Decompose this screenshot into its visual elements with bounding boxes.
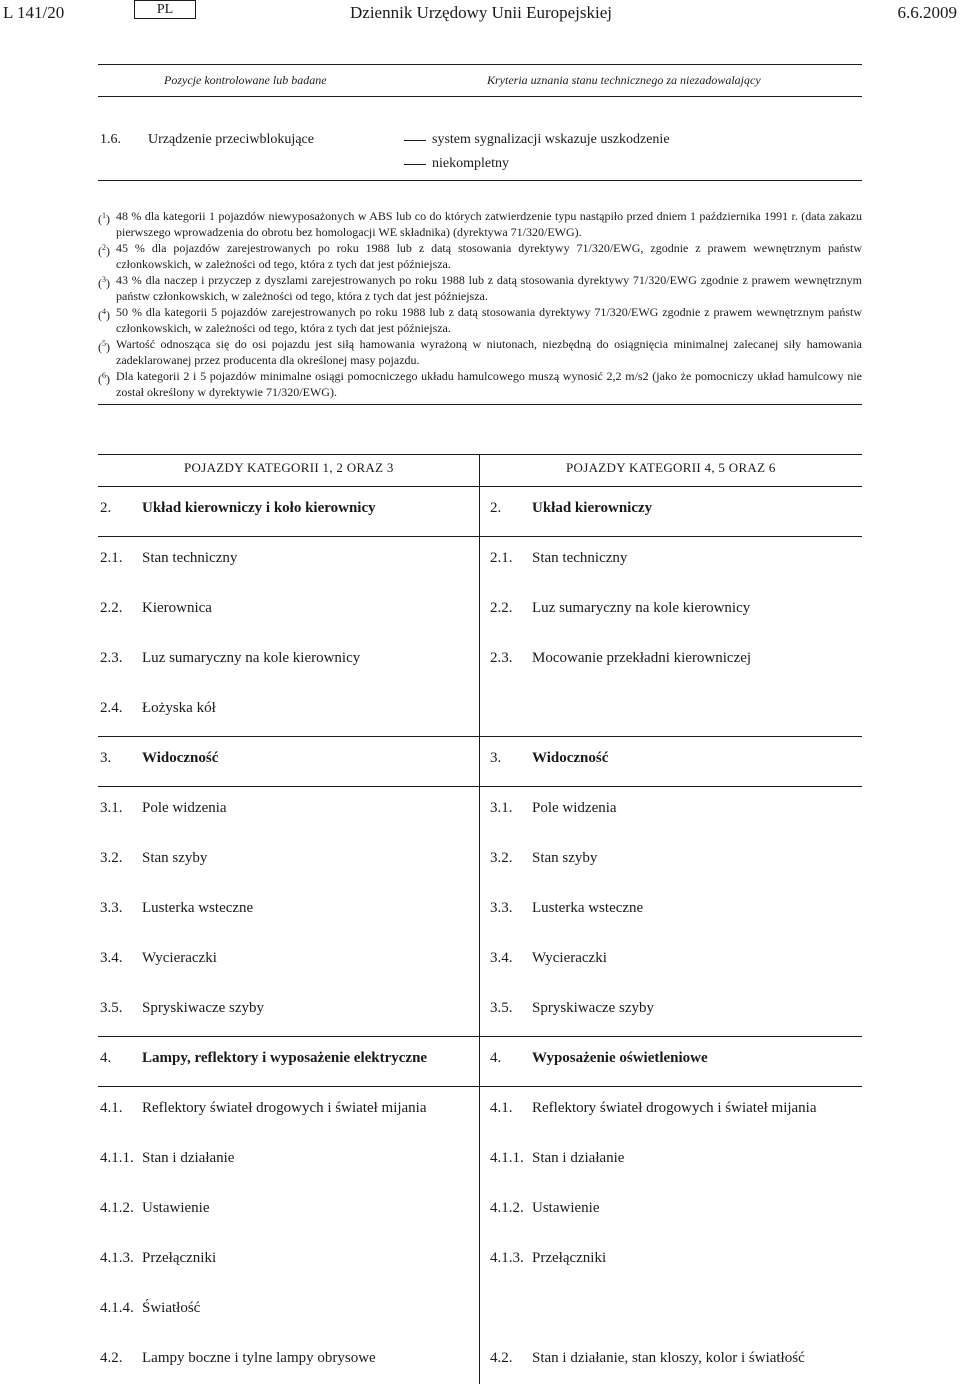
row-label: Stan szyby bbox=[532, 850, 598, 866]
footnotes-bottom-rule bbox=[98, 404, 862, 405]
row-label: Stan i działanie bbox=[532, 1150, 625, 1166]
row-label: Widoczność bbox=[532, 750, 609, 766]
row-number: 3.4. bbox=[490, 950, 513, 966]
row-label: Ustawienie bbox=[142, 1200, 210, 1216]
right-table-row bbox=[490, 950, 607, 967]
row-label: Kierownica bbox=[142, 600, 212, 616]
row-number: 2.3. bbox=[490, 650, 513, 666]
row-number: 4.1. bbox=[490, 1100, 513, 1116]
criterion-item: niekompletny bbox=[432, 156, 509, 171]
footnote: ($^5$) Wartość odnosząca się do osi pojazdu jest siłą hamowania wyrażoną w niutonach, niezbędną do osiągnięcia minimalnej zalecanej siły hamowania zadeklarowanej przez producenta dla określonej masy pojazdu. bbox=[98, 337, 862, 367]
row-label: Stan techniczny bbox=[532, 550, 628, 566]
row-number: 3. bbox=[100, 750, 112, 766]
journal-title: Dziennik Urzędowy Unii Europejskiej bbox=[350, 3, 613, 22]
row-number: 4.1.2. bbox=[100, 1200, 134, 1216]
right-table-row bbox=[490, 650, 751, 667]
header-rule bbox=[98, 96, 862, 97]
row-number: 2.1. bbox=[100, 550, 123, 566]
column-divider bbox=[479, 454, 480, 1384]
row-number: 3.1. bbox=[490, 800, 513, 816]
row-label: Pole widzenia bbox=[532, 800, 617, 816]
row-label: Reflektory świateł drogowych i świateł mijania bbox=[532, 1100, 817, 1116]
row-label: Reflektory świateł drogowych i świateł mijania bbox=[142, 1100, 427, 1116]
row-number: 4.1.1. bbox=[100, 1150, 134, 1166]
row-label: Spryskiwacze szyby bbox=[532, 1000, 655, 1016]
row-label: Przełączniki bbox=[142, 1250, 217, 1266]
row-label: Ustawienie bbox=[532, 1200, 600, 1216]
right-table-row bbox=[490, 750, 608, 767]
left-table-row bbox=[100, 1300, 200, 1317]
row-number: 4.1.2. bbox=[490, 1200, 524, 1216]
row-number: 3.3. bbox=[490, 900, 513, 916]
left-table-row bbox=[100, 500, 376, 517]
right-table-row bbox=[490, 1350, 805, 1367]
row-number: 3.5. bbox=[100, 1000, 123, 1016]
right-table-row bbox=[490, 550, 627, 567]
left-table-row bbox=[100, 1150, 234, 1167]
row-label: Lusterka wsteczne bbox=[532, 900, 644, 916]
row-number: 4.1.4. bbox=[100, 1300, 134, 1316]
row-number: 4. bbox=[490, 1050, 502, 1066]
row-separator bbox=[98, 1036, 862, 1037]
row-label: Stan i działanie bbox=[142, 1150, 235, 1166]
row-label: Łożyska kół bbox=[142, 700, 216, 716]
left-table-row bbox=[100, 650, 360, 667]
row-label: Lampy boczne i tylne lampy obrysowe bbox=[142, 1350, 376, 1366]
row-number: 3.1. bbox=[100, 800, 123, 816]
right-table-row bbox=[490, 1200, 599, 1217]
table-top-rule bbox=[98, 64, 862, 65]
table-bottom-rule bbox=[98, 180, 862, 181]
language-badge: PL bbox=[134, 0, 196, 19]
row-number: 4.1.1. bbox=[490, 1150, 524, 1166]
row-number: 3.5. bbox=[490, 1000, 513, 1016]
right-table-row bbox=[490, 1250, 606, 1267]
left-column-header: POJAZDY KATEGORII 1, 2 ORAZ 3 bbox=[184, 460, 394, 475]
row-number: 4. bbox=[100, 1050, 112, 1066]
row-number: 4.1.3. bbox=[100, 1250, 134, 1266]
row-label: Wyposażenie oświetleniowe bbox=[532, 1050, 708, 1066]
row-label: Stan techniczny bbox=[142, 550, 238, 566]
row-label: Układ kierowniczy bbox=[532, 500, 653, 516]
left-table-row bbox=[100, 1200, 209, 1217]
row-number: 2.2. bbox=[100, 600, 123, 616]
right-table-row bbox=[490, 1150, 624, 1167]
footnote: ($^2$) 45 % dla pojazdów zarejestrowanych po roku 1988 lub z datą stosowania dyrektywy 71/320/EWG, zgodnie z prawem wewnętrznym państw członkowskich, w zależności od tego, która z tych dat jest późniejsza. bbox=[98, 241, 862, 271]
row-label: Lusterka wsteczne bbox=[142, 900, 254, 916]
row-label: Światłość bbox=[142, 1300, 201, 1316]
row-label: Stan i działanie, stan kloszy, kolor i światłość bbox=[532, 1350, 805, 1366]
row-number: 4.2. bbox=[100, 1350, 123, 1366]
footnote: ($^3$) 43 % dla naczep i przyczep z dyszlami zarejestrowanych po roku 1988 lub z datą stosowania dyrektywy 71/320/EWG zgodnie z prawem wewnętrznym państw członkowskich, w zależności od tego, która z tych dat jest późniejsza. bbox=[98, 273, 862, 303]
row-label: Luz sumaryczny na kole kierownicy bbox=[142, 650, 361, 666]
footnote: ($^1$) 48 % dla kategorii 1 pojazdów niewyposażonych w ABS lub co do których zatwierdzenie typu nastąpiło przed dniem 1 października 1991 r. (data zakazu pierwszego wprowadzenia do obrotu bez homologacji WE składnika) (dyrektywa 71/320/EWG). bbox=[98, 209, 862, 239]
row-number: 2.2. bbox=[490, 600, 513, 616]
left-table-row bbox=[100, 750, 218, 767]
right-column-header: POJAZDY KATEGORII 4, 5 ORAZ 6 bbox=[566, 460, 776, 475]
footnote: ($^6$) Dla kategorii 2 i 5 pojazdów minimalne osiągi pomocniczego układu hamulcowego muszą wynosić 2,2 m/s2 (jako że pomocniczy układ hamulcowy nie został określony w dyrektywie 71/320/EWG). bbox=[98, 369, 862, 399]
row-number: 2.3. bbox=[100, 650, 123, 666]
right-table-row bbox=[490, 700, 532, 717]
row-number: 4.1. bbox=[100, 1100, 123, 1116]
left-table-row bbox=[100, 900, 253, 917]
right-table-row bbox=[490, 850, 597, 867]
row-number: 3. bbox=[490, 750, 502, 766]
left-table-row bbox=[100, 550, 237, 567]
row-label: Przełączniki bbox=[532, 1250, 607, 1266]
publication-date: 6.6.2009 bbox=[897, 3, 957, 22]
right-table-row bbox=[490, 1300, 532, 1317]
item-label: Urządzenie przeciwblokujące bbox=[148, 132, 314, 147]
row-label: Wycieraczki bbox=[142, 950, 217, 966]
page-header bbox=[0, 0, 960, 28]
left-table-row bbox=[100, 1250, 216, 1267]
row-label: Stan szyby bbox=[142, 850, 208, 866]
row-number: 4.2. bbox=[490, 1350, 513, 1366]
row-label: Układ kierowniczy i koło kierownicy bbox=[142, 500, 376, 516]
right-table-row bbox=[490, 1050, 708, 1067]
row-number: 2. bbox=[490, 500, 502, 516]
dash-marker bbox=[404, 164, 426, 165]
row-number: 3.4. bbox=[100, 950, 123, 966]
left-table-row bbox=[100, 800, 227, 817]
right-table-row bbox=[490, 900, 643, 917]
row-label: Spryskiwacze szyby bbox=[142, 1000, 265, 1016]
left-table-row bbox=[100, 1050, 427, 1067]
criterion-item: system sygnalizacji wskazuje uszkodzenie bbox=[432, 132, 670, 147]
row-label: Mocowanie przekładni kierowniczej bbox=[532, 650, 752, 666]
row-label: Lampy, reflektory i wyposażenie elektryczne bbox=[142, 1050, 428, 1066]
column-header-criteria: Kryteria uznania stanu technicznego za niezadowalający bbox=[487, 73, 761, 87]
row-number: 3.2. bbox=[100, 850, 123, 866]
footnote: ($^4$) 50 % dla kategorii 5 pojazdów zarejestrowanych po roku 1988 lub z datą stosowania dyrektywy 71/320/EWG zgodnie z prawem wewnętrznym państw członkowskich, w zależności od tego, która z tych dat jest późniejsza. bbox=[98, 305, 862, 335]
footnotes bbox=[98, 208, 862, 400]
column-header-items: Pozycje kontrolowane lub badane bbox=[164, 73, 327, 87]
row-number: 4.1.3. bbox=[490, 1250, 524, 1266]
page-reference: L 141/20 bbox=[3, 3, 65, 22]
right-table-row bbox=[490, 500, 652, 517]
right-table-row bbox=[490, 600, 750, 617]
row-number: 2.1. bbox=[490, 550, 513, 566]
left-table-row bbox=[100, 1100, 427, 1117]
row-separator bbox=[98, 786, 862, 787]
left-table-row bbox=[100, 1350, 376, 1367]
left-table-row bbox=[100, 600, 212, 617]
row-number: 3.3. bbox=[100, 900, 123, 916]
row-label: Luz sumaryczny na kole kierownicy bbox=[532, 600, 751, 616]
dash-marker bbox=[404, 140, 426, 141]
row-separator bbox=[98, 536, 862, 537]
left-table-row bbox=[100, 700, 216, 717]
item-number: 1.6. bbox=[100, 132, 121, 147]
right-table-row bbox=[490, 1000, 654, 1017]
row-label: Wycieraczki bbox=[532, 950, 607, 966]
row-number: 2. bbox=[100, 500, 112, 516]
left-table-row bbox=[100, 850, 207, 867]
header-rule bbox=[98, 486, 862, 487]
row-label: Pole widzenia bbox=[142, 800, 227, 816]
table-top-rule bbox=[98, 454, 862, 455]
right-table-row bbox=[490, 1100, 817, 1117]
row-separator bbox=[98, 736, 862, 737]
left-table-row bbox=[100, 950, 217, 967]
row-separator bbox=[98, 1086, 862, 1087]
row-number: 2.4. bbox=[100, 700, 123, 716]
left-table-row bbox=[100, 1000, 264, 1017]
row-number: 3.2. bbox=[490, 850, 513, 866]
vehicle-categories-table bbox=[98, 454, 862, 1384]
right-table-row bbox=[490, 800, 617, 817]
row-label: Widoczność bbox=[142, 750, 219, 766]
